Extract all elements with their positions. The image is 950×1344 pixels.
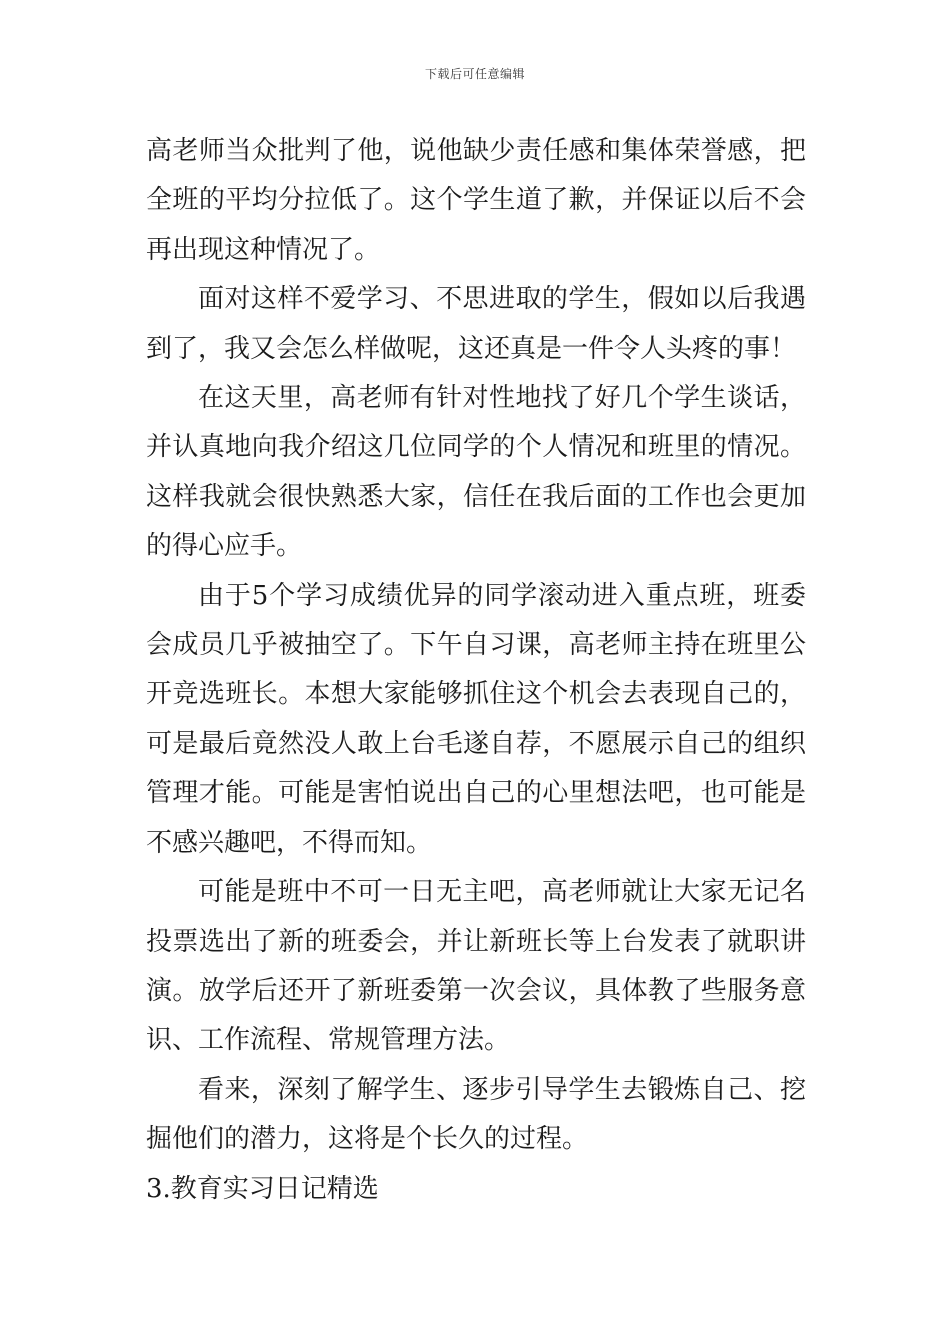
paragraph: 可能是班中不可一日无主吧，高老师就让大家无记名投票选出了新的班委会，并让新班长等上台发表了就职讲演。放学后还开了新班委第一次会议，具体教了些服务意识、工作流程、常规管理方法。 bbox=[146, 877, 806, 1056]
section-heading: 3.教育实习日记精选 bbox=[146, 1173, 379, 1204]
paragraph: 面对这样不爱学习、不思进取的学生，假如以后我遇到了，我又会怎么样做呢，这还真是一件令人头疼的事！ bbox=[146, 284, 806, 364]
paragraph: 在这天里，高老师有针对性地找了好几个学生谈话，并认真地向我介绍这几位同学的个人情况和班里的情况。这样我就会很快熟悉大家，信任在我后面的工作也会更加的得心应手。 bbox=[146, 383, 806, 562]
document-body bbox=[146, 127, 806, 1214]
paragraph: 看来，深刻了解学生、逐步引导学生去锻炼自己、挖掘他们的潜力，这将是个长久的过程。 bbox=[146, 1074, 806, 1155]
page-header: 下载后可任意编辑 bbox=[424, 67, 525, 81]
paragraph: 由于5个学习成绩优异的同学滚动进入重点班，班委会成员几乎被抽空了。下午自习课，高老师主持在班里公开竞选班长。本想大家能够抓住这个机会去表现自己的，可是最后竟然没人敢上台毛遂自荐，不愿展示自己的组织管理才能。可能是害怕说出自己的心里想法吧，也可能是不感兴趣吧，不得而知。 bbox=[146, 580, 806, 858]
paragraph-continued: 高老师当众批判了他，说他缺少责任感和集体荣誉感，把全班的平均分拉低了。这个学生道了歉，并保证以后不会再出现这种情况了。 bbox=[146, 136, 806, 265]
